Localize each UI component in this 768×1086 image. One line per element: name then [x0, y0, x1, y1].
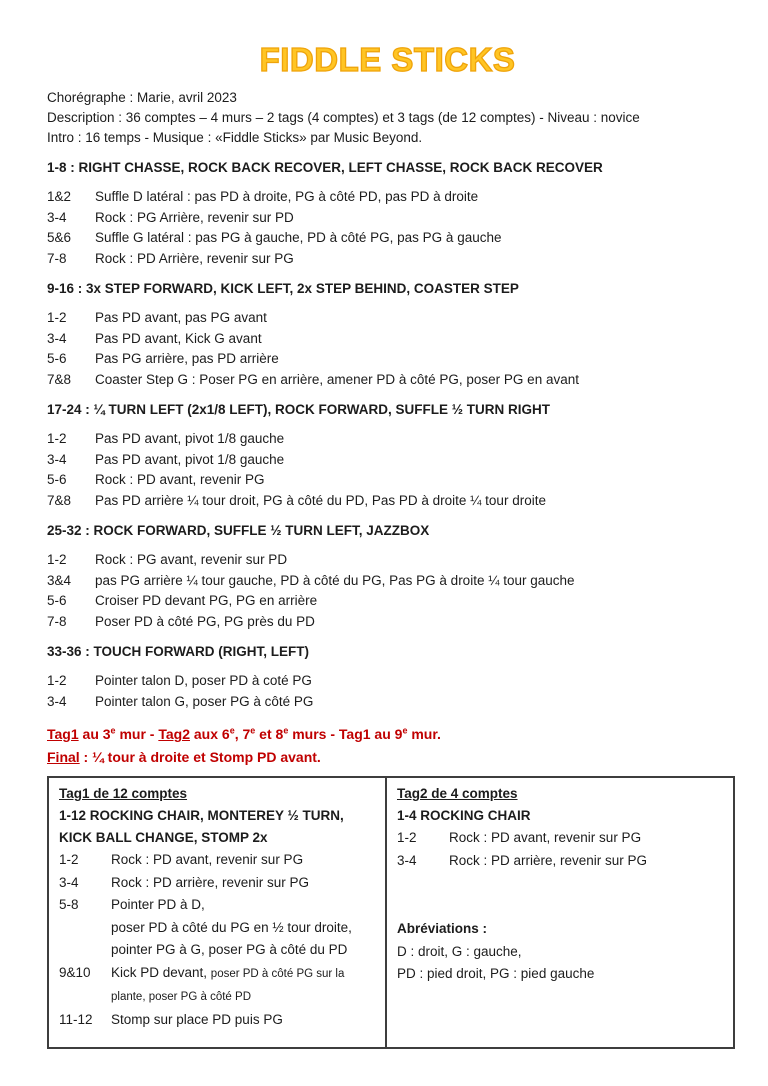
dance-sections	[47, 157, 728, 712]
step-text: Suffle G latéral : pas PG à gauche, PD à côté PG, pas PG à gauche	[95, 230, 502, 245]
note-segment: mur -	[115, 726, 159, 742]
tags-notes	[47, 723, 728, 769]
step-text-line	[111, 917, 377, 940]
step-count: 1-2	[59, 852, 79, 867]
step-row	[47, 329, 728, 350]
tags-table	[47, 776, 735, 1049]
step-text-line	[111, 872, 377, 895]
step-count: 7-8	[47, 613, 67, 629]
step-text-segment: Rock : PD arrière, revenir sur PG	[449, 852, 648, 868]
step-text-line	[111, 894, 377, 917]
step-text: Pas PD avant, pivot 1/8 gauche	[95, 451, 285, 467]
step-count: 5-6	[47, 351, 67, 366]
step-row	[47, 671, 728, 692]
step-text: Pointer talon G, poser PG à côté PG	[95, 693, 314, 709]
step-row	[47, 550, 728, 571]
step-row	[47, 429, 728, 450]
tag2-column	[387, 778, 733, 1047]
tag2-title: Tag2 de 4 comptes	[397, 786, 518, 801]
step-count: 3-4	[47, 693, 67, 709]
tag2-steps	[397, 827, 725, 872]
section-heading: 9-16 : 3x STEP FORWARD, KICK LEFT, 2x STEP BEHIND, COASTER STEP	[47, 281, 519, 296]
step-text-segment: poser PD à côté du PG en ½ tour droite,	[111, 919, 352, 935]
step-row	[47, 187, 728, 208]
step-text-segment: Rock : PD avant, revenir sur PG	[111, 852, 304, 867]
note-segment: e	[283, 725, 289, 736]
step-count: 3-4	[47, 451, 67, 467]
step-row	[47, 591, 728, 612]
note-segment: Tag2	[158, 726, 190, 742]
step-text-segment: plante, poser PG à côté PD	[111, 991, 251, 1003]
step-text-line	[449, 850, 725, 873]
step-count: 1-2	[397, 830, 417, 845]
step-text: Rock : PG Arrière, revenir sur PD	[95, 209, 294, 225]
step-text	[111, 962, 377, 1009]
meta-block	[47, 88, 728, 148]
step-count: 7&8	[47, 492, 72, 508]
tag-step-row	[59, 872, 377, 895]
step-count: 1-2	[47, 310, 67, 325]
step-row	[47, 228, 728, 249]
step-count: 3&4	[47, 572, 72, 588]
section-steps	[47, 187, 728, 269]
section-steps	[47, 308, 728, 390]
step-text-line	[111, 985, 377, 1009]
step-text: Rock : PD Arrière, revenir sur PG	[95, 250, 294, 266]
note-segment: aux 6	[189, 726, 230, 742]
step-text: Rock : PG avant, revenir sur PD	[95, 552, 288, 567]
step-count: 5-6	[47, 593, 67, 608]
step-text-segment: Rock : PD arrière, revenir sur PG	[111, 874, 310, 890]
step-text	[449, 850, 725, 873]
step-text-segment: Pointer PD à D,	[111, 897, 205, 912]
step-count: 3-4	[397, 852, 417, 868]
step-count: 5-6	[47, 472, 67, 487]
note-segment: Final	[47, 749, 80, 765]
step-text: Pas PG arrière, pas PD arrière	[95, 351, 279, 366]
note-line	[47, 723, 728, 746]
step-row	[47, 349, 728, 370]
step-row	[47, 450, 728, 471]
tag1-subtitle: 1-12 ROCKING CHAIR, MONTEREY ½ TURN, KICK BALL CHANGE, STOMP 2x	[59, 808, 344, 845]
step-text-segment: Kick PD devant,	[111, 964, 211, 980]
tag-step-row	[59, 1009, 377, 1032]
step-row	[47, 249, 728, 270]
note-segment: au 3	[78, 726, 111, 742]
section-steps	[47, 429, 728, 511]
tag-step-row	[397, 827, 725, 850]
abbreviations-title: Abréviations :	[397, 921, 488, 936]
step-text: Pas PD avant, Kick G avant	[95, 330, 262, 346]
dance-section	[47, 399, 728, 511]
step-text-segment: poser PD à côté PG sur la	[210, 967, 345, 980]
step-text-line	[449, 827, 725, 850]
note-segment: : ¼ tour à droite et Stomp PD avant.	[79, 749, 321, 765]
meta-line: Chorégraphe : Marie, avril 2023	[47, 90, 237, 105]
step-text-line	[111, 962, 377, 986]
section-heading: 33-36 : TOUCH FORWARD (RIGHT, LEFT)	[47, 644, 310, 659]
step-count: 3-4	[59, 874, 79, 890]
step-text-segment: Stomp sur place PD puis PG	[111, 1011, 283, 1027]
step-row	[47, 571, 728, 592]
step-text: Suffle D latéral : pas PD à droite, PG à côté PD, pas PD à droite	[95, 189, 479, 204]
step-text: Pas PD arrière ¼ tour droit, PG à côté du PD, Pas PD à droite ¼ tour droite	[95, 492, 546, 508]
step-row	[47, 692, 728, 713]
step-text-line	[111, 849, 377, 872]
dance-section	[47, 520, 728, 632]
step-count: 3-4	[47, 330, 67, 346]
step-row	[47, 308, 728, 329]
step-count: 1-2	[47, 431, 67, 446]
abbreviation-line: PD : pied droit, PG : pied gauche	[397, 966, 595, 981]
step-row	[47, 612, 728, 633]
step-count: 3-4	[47, 209, 67, 225]
tag-step-row	[59, 849, 377, 872]
tag2-subtitle: 1-4 ROCKING CHAIR	[397, 808, 531, 823]
dance-section	[47, 157, 728, 269]
step-text: Rock : PD avant, revenir PG	[95, 472, 265, 487]
note-segment: e	[229, 725, 235, 736]
step-count: 11-12	[59, 1011, 93, 1027]
step-text	[111, 894, 377, 962]
step-text: Pas PD avant, pas PG avant	[95, 310, 267, 325]
page-title: FIDDLE STICKS	[259, 41, 516, 78]
section-heading: 25-32 : ROCK FORWARD, SUFFLE ½ TURN LEFT, JAZZBOX	[47, 523, 430, 538]
step-count: 1&2	[47, 189, 72, 204]
abbreviations-lines	[397, 941, 725, 986]
note-segment: e	[402, 725, 408, 736]
step-text: pas PG arrière ¼ tour gauche, PD à côté du PG, Pas PG à droite ¼ tour gauche	[95, 572, 575, 588]
section-steps	[47, 671, 728, 712]
meta-line: Intro : 16 temps - Musique : «Fiddle Sticks» par Music Beyond.	[47, 130, 423, 145]
step-text	[111, 872, 377, 895]
step-text	[449, 827, 725, 850]
note-segment: e	[250, 725, 256, 736]
note-segment: Tag1	[47, 726, 79, 742]
step-count: 9&10	[59, 964, 91, 980]
note-segment: e	[110, 725, 116, 736]
section-steps	[47, 550, 728, 632]
step-text-line	[111, 1009, 377, 1032]
note-segment: , 7	[234, 726, 251, 742]
abbreviation-line: D : droit, G : gauche,	[397, 943, 522, 959]
tag1-steps	[59, 849, 377, 1031]
section-heading: 1-8 : RIGHT CHASSE, ROCK BACK RECOVER, LEFT CHASSE, ROCK BACK RECOVER	[47, 160, 603, 175]
section-heading: 17-24 : ¼ TURN LEFT (2x1/8 LEFT), ROCK FORWARD, SUFFLE ½ TURN RIGHT	[47, 402, 551, 417]
note-line	[47, 746, 728, 769]
dance-section	[47, 278, 728, 390]
tag1-title: Tag1 de 12 comptes	[59, 786, 188, 801]
step-count: 1-2	[47, 552, 67, 567]
step-row	[47, 470, 728, 491]
step-row	[47, 491, 728, 512]
step-text	[111, 849, 377, 872]
step-text: Croiser PD devant PG, PG en arrière	[95, 593, 318, 608]
dance-section	[47, 641, 728, 712]
tag1-column	[49, 778, 387, 1047]
step-text: Pointer talon D, poser PD à coté PG	[95, 673, 312, 688]
step-count: 5-8	[59, 897, 79, 912]
note-segment: mur.	[407, 726, 441, 742]
step-row	[47, 370, 728, 391]
tag-step-row	[59, 894, 377, 962]
abbreviations-block	[397, 918, 725, 986]
step-count: 7&8	[47, 371, 72, 387]
note-segment: murs - Tag1 au 9	[288, 726, 403, 742]
tag-step-row	[59, 962, 377, 1009]
meta-line: Description : 36 comptes – 4 murs – 2 tags (4 comptes) et 3 tags (de 12 comptes) - Niveau : novice	[47, 110, 640, 125]
step-count: 1-2	[47, 673, 67, 688]
note-segment: et 8	[255, 726, 284, 742]
step-text-segment: pointer PG à G, poser PG à côté du PD	[111, 942, 348, 957]
step-row	[47, 208, 728, 229]
step-text: Coaster Step G : Poser PG en arrière, amener PD à côté PG, poser PG en avant	[95, 371, 579, 387]
step-count: 5&6	[47, 230, 72, 245]
step-count: 7-8	[47, 250, 67, 266]
tag-step-row	[397, 850, 725, 873]
step-text-segment: Rock : PD avant, revenir sur PG	[449, 830, 642, 845]
step-text-line	[111, 939, 377, 962]
step-text	[111, 1009, 377, 1032]
step-text: Poser PD à côté PG, PG près du PD	[95, 613, 315, 629]
step-text: Pas PD avant, pivot 1/8 gauche	[95, 431, 285, 446]
